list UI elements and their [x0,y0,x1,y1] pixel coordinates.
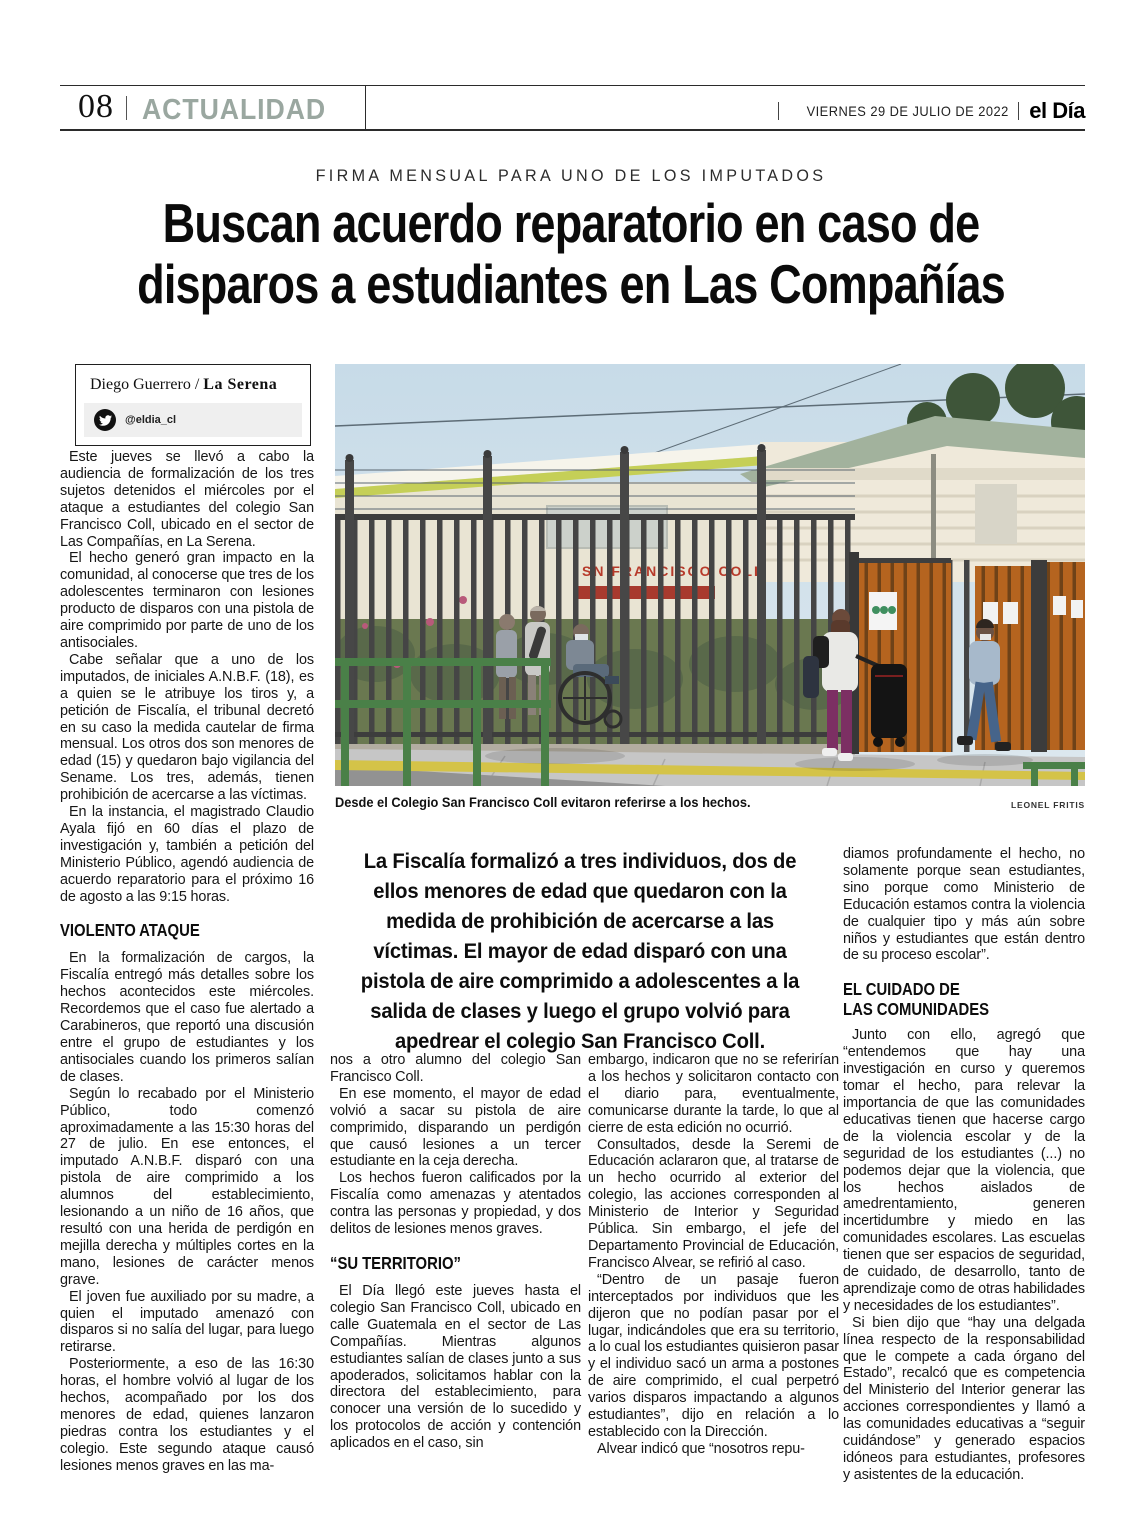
paragraph: “Dentro de un pasaje fueron interceptados por individuos que les dijeron que no podían pasar por el lugar, indicándoles que era su territorio, a lo cual los estudiantes quisieron pasar y el individuo sacó un arma a postones de aire comprimido, el cual perpetró varios disparos impactando a algunos estudiantes”, dijo en relación a lo establecido con la Dirección. [588,1271,839,1440]
header-vertical-rule [365,86,366,129]
section-label: ACTUALIDAD [142,94,327,126]
author-place: La Serena [203,376,278,393]
header-right [778,98,1085,124]
photo-caption: Desde el Colegio San Francisco Coll evitaron referirse a los hechos. [335,795,751,810]
headline-line-1: Buscan acuerdo reparatorio en caso de [162,192,980,254]
section-heading-line-1: EL CUIDADO DE [843,979,960,1000]
section-heading-el-cuidado [843,979,1049,1019]
body-column-1 [60,449,314,1529]
headline [103,193,1039,315]
twitter-strip [84,403,302,437]
paragraph: Alvear indicó que “nosotros repu- [597,1440,805,1457]
headline-line-2: disparos a estudiantes en Las Compañías [137,253,1005,315]
paragraph: diamos profundamente el hecho, no solamente porque sean estudiantes, sino porque como Ministerio de Educación estamos contra la violencia de cualquier tipo y más aún sobre niños y estudiantes que están dentro de su proceso escolar”. [843,846,1085,964]
twitter-icon [94,409,116,431]
paragraph: El Día llegó este jueves hasta el colegio San Francisco Coll, ubicado en calle Guatemala en el sector de Las Compañías. Mientras algunos estudiantes salían de clases junto a sus apoderados, solicitamos hablar con la directora del establecimiento, para conocer una versión de lo sucedido y los protocolos de acción y contención aplicados en el caso, sin [330,1282,581,1452]
paragraph: El joven fue auxiliado por su madre, a quien el imputado amenazó con disparos si no salía del lugar, para luego retirarse. [60,1288,314,1356]
paragraph: Posteriormente, a eso de las 16:30 horas, el hombre volvió al lugar de los hechos, acompañado por los dos menores de edad, quienes lanzaron piedras contra los estudiantes y el colegio. Este segundo ataque causó lesiones menos graves en las ma- [60,1356,314,1474]
paragraph: El hecho generó gran impacto en la comunidad, al conocerse que tres de los adolescentes terminaron con lesiones producto de disparos con una pistola de aire comprimido por parte de uno de los antisociales. [60,550,314,651]
paragraph: embargo, indicaron que no se referirían a los hechos y solicitaron contacto con el diario para, eventualmente, comunicarse durante la tarde, lo que al cierre de esta edición no ocurrió. [588,1052,839,1136]
paragraph: Si bien dijo que “hay una delgada línea respecto de la responsabilidad que le compete a cada órgano del Estado”, recalcó que es competencia del Ministerio del Interior generar las acciones correspondientes y llamó a las comunidades educativas a “seguir cuidándose” y generado espacios idóneos para estudiantes, profesores y asistentes de la educación. [843,1314,1085,1483]
paragraph: Este jueves se llevó a cabo la audiencia de formalización de los tres sujetos detenidos el miércoles por el ataque a estudiantes del colegio San Francisco Coll, ubicado en el sector de Las Compañías, en La Serena. [60,449,314,550]
body-column-4 [843,846,1085,1535]
header-divider [126,96,127,120]
header-pipe [1018,102,1019,120]
paragraph: En ese momento, el mayor de edad volvió a sacar su pistola de aire comprimido, disparando un perdigón que causó lesiones a un tercer estudiante en la ceja derecha. [330,1085,581,1170]
page-number: 08 [78,88,114,125]
paragraph: Cabe señalar que a uno de los imputados, de iniciales A.N.B.F. (18), es a quien se le atribuye los tiros y, a petición de Fiscalía, el tribunal decretó en su caso la medida cautelar de firma mensual. Los otros dos son menores de edad (15) y quedaron bajo vigilancia del Sename. Los tres, además, tienen prohibición de acercarse a las víctimas. [60,651,314,804]
pull-quote: La Fiscalía formalizó a tres individuos, dos de ellos menores de edad que quedaron con la medida de prohibición de acercarse a las víctimas. El mayor de edad disparó con una pistola de aire comprimido a adolescentes a la salida de clases y luego el grupo volvió para apedrear el colegio San Francisco Coll. [360,849,800,1053]
news-photo [335,364,1085,786]
paragraph: Junto con ello, agregó que “entendemos que hay una investigación en curso y queremos tomar el hecho, para relevar la importancia de que las comunidades educativas tienen que hacerse cargo de la violencia escolar y de la seguridad de los estudiantes (...) no podemos dejar que la violencia, que los hechos aislados de amedrentamiento, generen incertidumbre y miedo en las comunidades escolares. Las escuelas tienen que ser espacios de seguridad, de cuidado, de desarrollo, tanto de aprendizaje como de otras habilidades y necesidades de los estudiantes”. [843,1027,1085,1314]
paragraph: Los hechos fueron calificados por la Fiscalía como amenazas y atentados contra las personas y propiedad, y dos delitos de lesiones menos graves. [330,1170,581,1238]
byline-box [75,364,311,446]
issue-date: VIERNES 29 DE JULIO DE 2022 [806,103,1009,119]
section-heading-line-2: LAS COMUNIDADES [843,999,990,1020]
section-heading-su-territorio: “SU TERRITORIO” [330,1252,461,1273]
paragraph: Según lo recabado por el Ministerio Público, todo comenzó aproximadamente a las 15:30 horas del 27 de julio. En ese entonces, el imputado A.N.B.F. disparó con una pistola de aire comprimido a los alumnos del establecimiento, lesionando a un niño de 16 años, que resultó con una herida de perdigón en mejilla derecha y múltiples cortes en la mano, lesiones de carácter menos grave. [60,1085,314,1288]
kicker: FIRMA MENSUAL PARA UNO DE LOS IMPUTADOS [315,166,827,185]
section-heading-violento-ataque: VIOLENTO ATAQUE [60,920,200,941]
body-column-2 [330,1052,581,1535]
byline-author [76,365,310,403]
body-column-3 [588,1052,839,1535]
paragraph: nos a otro alumno del colegio San Francisco Coll. [330,1052,581,1085]
twitter-handle: @eldia_cl [125,414,177,426]
paragraph: En la formalización de cargos, la Fiscalía entregó más detalles sobre los hechos acontecidos este miércoles. Recordemos que el caso fue alertado a Carabineros, que reportó una discusión entre el grupo de estudiantes y los antisociales cuando los primeros salían de clases. [60,950,314,1085]
photo-illustration [335,364,1085,786]
header-pipe [778,102,779,120]
paragraph: En la instancia, el magistrado Claudio Ayala fijó en 60 días el plazo de investigación y, también a petición del Ministerio Público, agendó audiencia de acuerdo reparatorio para el próximo 16 de agosto a las 9:15 horas. [60,804,314,905]
brand-logo: el Día [1029,98,1085,123]
author-name: Diego Guerrero / [90,376,204,393]
header-top-rule [60,85,1085,86]
paragraph: Consultados, desde la Seremi de Educación aclararon que, al tratarse de un hecho ocurrido al exterior del colegio, las acciones corresponden al Ministerio de Interior y Seguridad Pública. Sin embargo, el jefe del Departamento Provincial de Educación, Francisco Alvear, se refirió al caso. [588,1136,839,1271]
header-bottom-rule [60,129,1085,131]
photo-credit: LEONEL FRITIS [1011,800,1085,810]
